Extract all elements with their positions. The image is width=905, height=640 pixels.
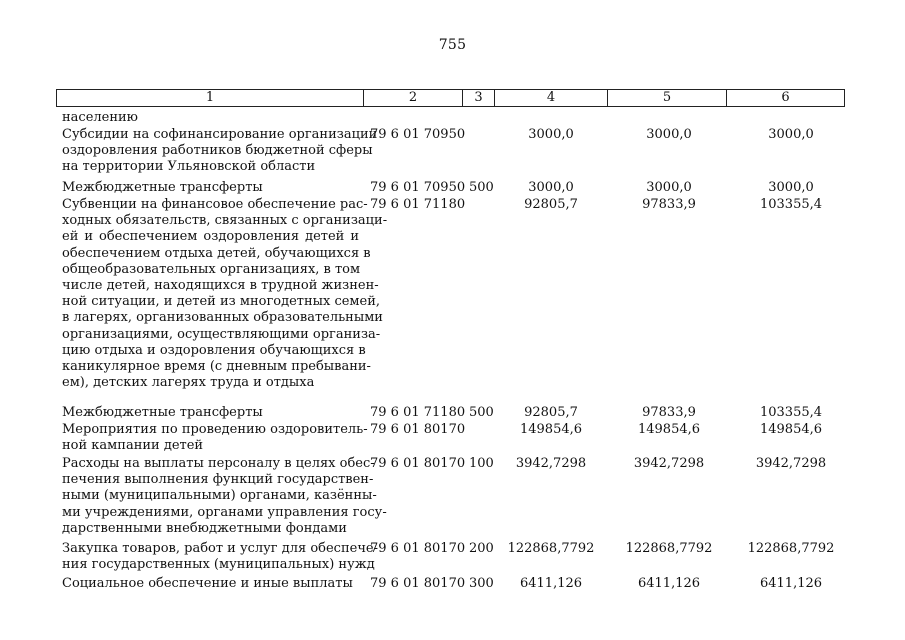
row-description	[62, 110, 359, 126]
description-line: Межбюджетные трансферты	[62, 405, 263, 420]
description-line: каникулярное время (с дневным пребывани-	[62, 359, 371, 375]
description-line: печения выполнения функций государствен-	[62, 472, 374, 488]
value-col-4: 6411,126	[519, 576, 583, 591]
value-col-6: 103355,4	[759, 197, 823, 212]
description-line: организациями, осуществляющими организа-	[62, 326, 381, 342]
target-article-code: 79 6 01 80170	[370, 456, 466, 471]
expense-type-code: 500	[469, 405, 494, 420]
value-col-6: 3000,0	[768, 180, 814, 195]
value-col-6: 149854,6	[759, 422, 823, 437]
description-line: Межбюджетные трансферты	[62, 180, 263, 195]
row-description	[62, 197, 388, 391]
target-article-code: 79 6 01 71180	[370, 405, 466, 420]
value-col-4: 3942,7298	[515, 456, 587, 471]
description-line: цию отдыха и оздоровления обучающихся в	[62, 342, 366, 358]
description-line: населению	[62, 110, 138, 125]
value-col-5: 3942,7298	[633, 456, 705, 471]
row-description	[62, 180, 359, 196]
description-line: ей и обеспечением оздоровления детей и	[62, 229, 359, 245]
description-line: оздоровления работников бюджетной сферы	[62, 143, 373, 159]
value-col-6: 6411,126	[759, 576, 823, 591]
description-line: ходных обязательств, связанных с организаци-	[62, 213, 388, 229]
header-col-3: 3	[463, 90, 495, 106]
target-article-code: 79 6 01 71180	[370, 197, 466, 212]
row-description	[62, 405, 359, 421]
description-line: общеобразовательных организациях, в том	[62, 261, 361, 277]
page-number: 755	[438, 37, 467, 53]
row-description	[62, 456, 387, 537]
description-line: ния государственных (муниципальных) нужд	[62, 557, 375, 573]
expense-type-code: 100	[469, 456, 494, 471]
description-line: Мероприятия по проведению оздоровитель-	[62, 422, 368, 437]
value-col-5: 97833,9	[642, 405, 696, 420]
description-line: Расходы на выплаты персоналу в целях обес-	[62, 456, 375, 471]
row-description	[62, 422, 368, 454]
row-description	[62, 127, 378, 176]
description-line: Социальное обеспечение и иные выплаты	[62, 576, 353, 591]
table-header	[56, 89, 845, 107]
description-line: Субвенции на финансовое обеспечение рас-	[62, 197, 368, 212]
header-col-1: 1	[57, 90, 364, 106]
header-col-5: 5	[608, 90, 727, 106]
description-line: на территории Ульяновской области	[62, 159, 316, 175]
description-line: Субсидии на софинансирование организации	[62, 127, 378, 142]
value-col-6: 3000,0	[768, 127, 814, 142]
expense-type-code: 300	[469, 576, 494, 591]
value-col-6: 103355,4	[759, 405, 823, 420]
description-line: обеспечением отдыха детей, обучающихся в	[62, 245, 371, 261]
row-description	[62, 576, 359, 592]
value-col-5: 149854,6	[637, 422, 701, 437]
value-col-6: 122868,7792	[747, 541, 835, 556]
value-col-5: 6411,126	[637, 576, 701, 591]
description-line: ем), детских лагерях труда и отдыха	[62, 375, 315, 391]
value-col-4: 3000,0	[528, 127, 574, 142]
target-article-code: 79 6 01 80170	[370, 422, 466, 437]
target-article-code: 79 6 01 80170	[370, 576, 466, 591]
value-col-6: 3942,7298	[755, 456, 827, 471]
header-col-4: 4	[495, 90, 608, 106]
header-col-2: 2	[364, 90, 463, 106]
description-line: в лагерях, организованных образовательными	[62, 310, 383, 326]
description-line: Закупка товаров, работ и услуг для обеспече-	[62, 541, 379, 556]
description-line: числе детей, находящихся в трудной жизнен-	[62, 278, 379, 294]
value-col-4: 92805,7	[524, 197, 578, 212]
value-col-4: 122868,7792	[507, 541, 595, 556]
value-col-5: 97833,9	[642, 197, 696, 212]
row-description	[62, 541, 379, 573]
description-line: дарственными внебюджетными фондами	[62, 520, 347, 536]
description-line: ными (муниципальными) органами, казённы-	[62, 488, 377, 504]
target-article-code: 79 6 01 70950	[370, 180, 466, 195]
description-line: ной кампании детей	[62, 438, 204, 454]
expense-type-code: 200	[469, 541, 494, 556]
value-col-4: 149854,6	[519, 422, 583, 437]
value-col-5: 122868,7792	[625, 541, 713, 556]
value-col-4: 92805,7	[524, 405, 578, 420]
value-col-4: 3000,0	[528, 180, 574, 195]
target-article-code: 79 6 01 70950	[370, 127, 466, 142]
value-col-5: 3000,0	[646, 127, 692, 142]
value-col-5: 3000,0	[646, 180, 692, 195]
description-line: ной ситуации, и детей из многодетных семей,	[62, 294, 381, 310]
description-line: ми учреждениями, органами управления госу-	[62, 504, 387, 520]
target-article-code: 79 6 01 80170	[370, 541, 466, 556]
header-col-6: 6	[781, 90, 790, 105]
expense-type-code: 500	[469, 180, 494, 195]
